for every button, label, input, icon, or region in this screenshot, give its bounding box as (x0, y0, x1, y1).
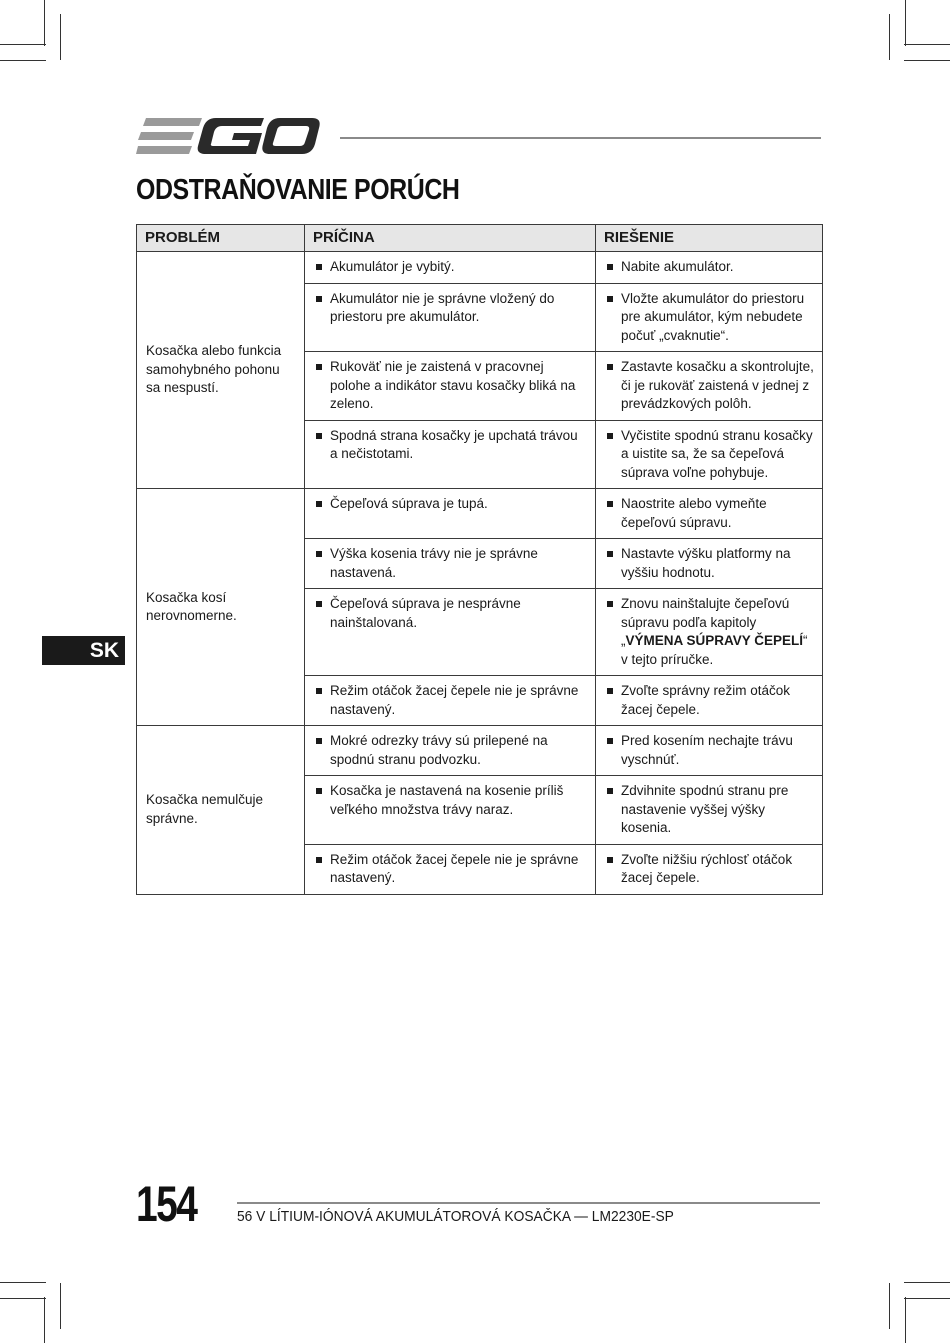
bullet-icon (607, 264, 613, 270)
ego-logo (136, 116, 320, 163)
crop-mark (904, 1298, 950, 1299)
bullet-icon (607, 788, 613, 794)
solution-cell: Znovu nainštalujte čepeľovú súpravu podľa kapitoly „VÝMENA SÚPRAVY ČEPELÍ“ v tejto príručke. (596, 589, 823, 676)
crop-mark (44, 1297, 45, 1343)
solution-cell: Vyčistite spodnú stranu kosačky a uistite sa, že sa čepeľová súprava voľne pohybuje. (596, 420, 823, 489)
crop-mark (0, 60, 46, 61)
crop-mark (0, 1298, 46, 1299)
problem-cell: Kosačka kosí nerovnomerne. (137, 489, 305, 726)
bullet-icon (316, 433, 322, 439)
column-header-solution: RIEŠENIE (596, 225, 823, 252)
table-row (137, 489, 823, 539)
column-header-cause: PRÍČINA (305, 225, 596, 252)
footer-rule (237, 1202, 820, 1204)
footer-product-title: 56 V LÍTIUM-IÓNOVÁ AKUMULÁTOROVÁ KOSAČKA — LM2230E-SP (237, 1208, 674, 1225)
crop-mark (0, 1282, 46, 1283)
crop-mark (904, 60, 950, 61)
solution-cell: Vložte akumulátor do priestoru pre akumulátor, kým nebudete počuť „cvaknutie“. (596, 283, 823, 352)
problem-cell: Kosačka nemulčuje správne. (137, 726, 305, 895)
page-number: 154 (136, 1176, 197, 1232)
page-title: ODSTRAŇOVANIE PORÚCH (136, 174, 460, 206)
solution-cell: Zvoľte nižšiu rýchlosť otáčok žacej čepele. (596, 844, 823, 894)
table-row (137, 252, 823, 284)
crop-mark (0, 44, 46, 45)
bullet-icon (316, 738, 322, 744)
language-tab: SK (42, 636, 125, 665)
crop-mark (44, 0, 45, 46)
bullet-icon (316, 364, 322, 370)
table-header-row (137, 225, 823, 252)
header-rule (340, 137, 821, 139)
problem-cell: Kosačka alebo funkcia samohybného pohonu sa nespustí. (137, 252, 305, 489)
bullet-icon (607, 296, 613, 302)
troubleshooting-table (136, 224, 823, 895)
crop-mark (905, 1297, 906, 1343)
cause-cell: Výška kosenia trávy nie je správne nastavená. (305, 539, 596, 589)
solution-cell: Nabite akumulátor. (596, 252, 823, 284)
bullet-icon (316, 688, 322, 694)
bullet-icon (316, 857, 322, 863)
crop-mark (60, 1283, 61, 1329)
bullet-icon (316, 264, 322, 270)
solution-cell: Zdvihnite spodnú stranu pre nastavenie vyššej výšky kosenia. (596, 776, 823, 845)
bullet-icon (316, 601, 322, 607)
cause-cell: Čepeľová súprava je nesprávne nainštalovaná. (305, 589, 596, 676)
cause-cell: Mokré odrezky trávy sú prilepené na spodnú stranu podvozku. (305, 726, 596, 776)
bullet-icon (607, 433, 613, 439)
cause-cell: Rukoväť nie je zaistená v pracovnej polohe a indikátor stavu kosačky bliká na zeleno. (305, 352, 596, 421)
crop-mark (905, 0, 906, 46)
solution-cell: Nastavte výšku platformy na vyššiu hodnotu. (596, 539, 823, 589)
crop-mark (889, 1283, 890, 1329)
bullet-icon (607, 688, 613, 694)
bullet-icon (607, 501, 613, 507)
bullet-icon (607, 601, 613, 607)
crop-mark (904, 44, 950, 45)
cause-cell: Akumulátor nie je správne vložený do priestoru pre akumulátor. (305, 283, 596, 352)
cause-cell: Kosačka je nastavená na kosenie príliš veľkého množstva trávy naraz. (305, 776, 596, 845)
table-row (137, 726, 823, 776)
bullet-icon (316, 296, 322, 302)
chapter-reference: VÝMENA SÚPRAVY ČEPELÍ (625, 633, 804, 648)
bullet-icon (607, 857, 613, 863)
cause-cell: Čepeľová súprava je tupá. (305, 489, 596, 539)
bullet-icon (316, 788, 322, 794)
cause-cell: Režim otáčok žacej čepele nie je správne nastavený. (305, 676, 596, 726)
solution-cell: Zastavte kosačku a skontrolujte, či je rukoväť zaistená v jednej z prevádzkových polôh. (596, 352, 823, 421)
solution-cell: Pred kosením nechajte trávu vyschnúť. (596, 726, 823, 776)
bullet-icon (607, 551, 613, 557)
solution-cell: Naostrite alebo vymeňte čepeľovú súpravu. (596, 489, 823, 539)
column-header-problem: PROBLÉM (137, 225, 305, 252)
crop-mark (889, 14, 890, 60)
cause-cell: Režim otáčok žacej čepele nie je správne nastavený. (305, 844, 596, 894)
bullet-icon (316, 551, 322, 557)
bullet-icon (607, 364, 613, 370)
cause-cell: Spodná strana kosačky je upchatá trávou a nečistotami. (305, 420, 596, 489)
crop-mark (60, 14, 61, 60)
solution-cell: Zvoľte správny režim otáčok žacej čepele. (596, 676, 823, 726)
bullet-icon (607, 738, 613, 744)
cause-cell: Akumulátor je vybitý. (305, 252, 596, 284)
bullet-icon (316, 501, 322, 507)
crop-mark (904, 1282, 950, 1283)
